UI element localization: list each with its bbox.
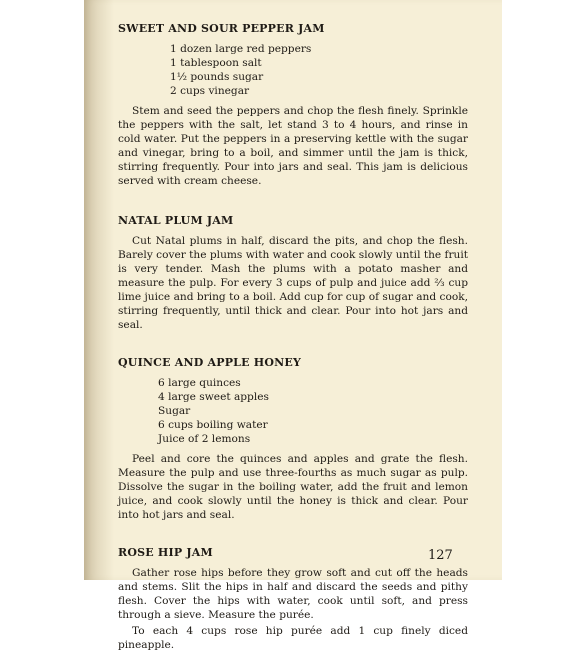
recipe-natal-plum-jam bbox=[118, 214, 468, 332]
recipe-title: NATAL PLUM JAM bbox=[118, 214, 234, 227]
ingredient-item: Sugar bbox=[158, 405, 191, 417]
ingredient-item: 1½ pounds sugar bbox=[170, 71, 264, 83]
recipe-title: SWEET AND SOUR PEPPER JAM bbox=[118, 22, 325, 35]
ingredient-item: 1 dozen large red peppers bbox=[170, 43, 312, 55]
recipe-rose-hip-jam bbox=[118, 546, 468, 652]
ingredient-item: 6 large quinces bbox=[158, 377, 241, 389]
recipe-title: QUINCE AND APPLE HONEY bbox=[118, 356, 301, 369]
ingredient-item: 4 large sweet apples bbox=[158, 391, 269, 403]
recipe-column bbox=[118, 22, 468, 670]
instructions-paragraph: Peel and core the quinces and apples and grate the flesh. Measure the pulp and use three-fourths as much sugar as pulp. Dissolve the sugar in the boiling water, add the fruit and lemon juice, and cook slowly until the honey is thick and clear. Pour into hot jars and seal. bbox=[118, 453, 468, 521]
instructions-paragraph: Stem and seed the peppers and chop the flesh finely. Sprinkle the peppers with the salt, let stand 3 to 4 hours, and rinse in cold water. Put the peppers in a preserving kettle with the sugar and vinegar, bring to a boil, and simmer until the jam is thick, stirring frequently. Pour into jars and seal. This jam is delicious served with cream cheese. bbox=[118, 105, 468, 187]
ingredient-list bbox=[170, 42, 468, 98]
ingredient-item: 1 tablespoon salt bbox=[170, 57, 262, 69]
recipe-sweet-and-sour-pepper-jam bbox=[118, 22, 468, 188]
recipe-title: ROSE HIP JAM bbox=[118, 546, 213, 559]
recipe-quince-and-apple-honey bbox=[118, 356, 468, 522]
facing-page-bleed bbox=[88, 80, 102, 200]
instructions-paragraph: Gather rose hips before they grow soft and cut off the heads and stems. Slit the hips in half and discard the seeds and pithy flesh. Cover the hips with water, cook until soft, and press through a sieve. Measure the purée. bbox=[118, 567, 468, 621]
page-number: 127 bbox=[428, 548, 453, 563]
instructions-paragraph: Cut Natal plums in half, discard the pits, and chop the flesh. Barely cover the plums with water and cook slowly until the fruit is very tender. Mash the plums with a potato masher and measure the pulp. For every 3 cups of pulp and juice add ⅔ cup lime juice and bring to a boil. Add cup for cup of sugar and cook, stirring frequently, until thick and clear. Pour into hot jars and seal. bbox=[118, 235, 468, 331]
ingredient-item: 6 cups boiling water bbox=[158, 419, 268, 431]
instructions-paragraph: To each 4 cups rose hip purée add 1 cup finely diced pineapple. bbox=[118, 625, 468, 651]
ingredient-item: 2 cups vinegar bbox=[170, 85, 250, 97]
ingredient-list bbox=[158, 376, 468, 446]
ingredient-item: Juice of 2 lemons bbox=[158, 433, 251, 445]
